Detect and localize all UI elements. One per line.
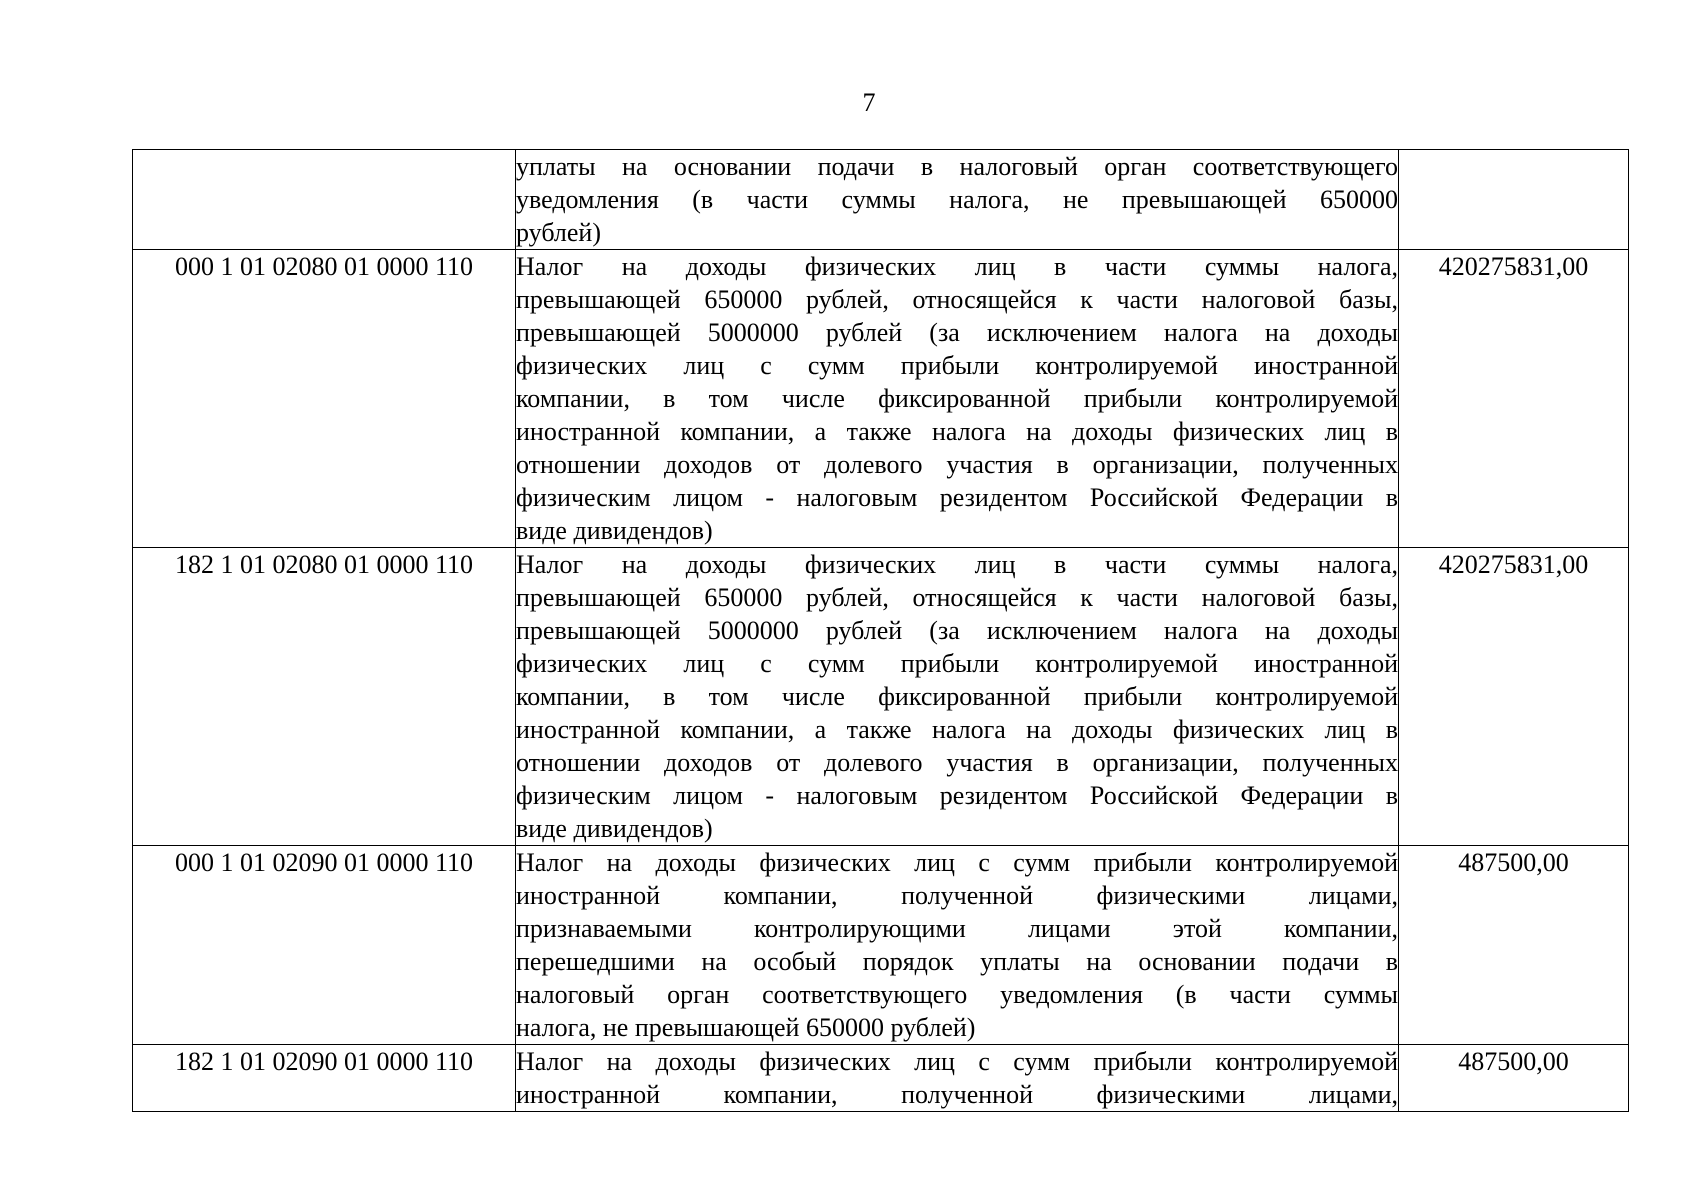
name-line: физическим лицом - налоговым резидентом Российской Федерации в xyxy=(516,483,1398,512)
name-line: налога, не превышающей 650000 рублей) xyxy=(516,1013,976,1042)
name-line: иностранной компании, а также налога на доходы физических лиц в xyxy=(516,417,1398,446)
name-line: Налог на доходы физических лиц в части суммы налога, xyxy=(516,550,1398,579)
table-row xyxy=(133,250,1629,548)
name-line: иностранной компании, полученной физическими лицами, xyxy=(516,1080,1398,1109)
code-cell: 000 1 01 02080 01 0000 110 xyxy=(133,250,516,548)
code-cell: 000 1 01 02090 01 0000 110 xyxy=(133,846,516,1045)
name-line: уведомления (в части суммы налога, не превышающей 650000 xyxy=(516,185,1398,214)
name-cell xyxy=(516,846,1399,1045)
name-line: иностранной компании, полученной физическими лицами, xyxy=(516,881,1398,910)
code-cell: 182 1 01 02090 01 0000 110 xyxy=(133,1045,516,1112)
budget-revenue-table xyxy=(132,149,1629,1112)
amount-cell: 487500,00 xyxy=(1399,846,1629,1045)
name-line: отношении доходов от долевого участия в организации, полученных xyxy=(516,748,1398,777)
name-line: уплаты на основании подачи в налоговый орган соответствующего xyxy=(516,152,1398,181)
name-line: налоговый орган соответствующего уведомления (в части суммы xyxy=(516,980,1398,1009)
table-row xyxy=(133,846,1629,1045)
name-line: физических лиц с сумм прибыли контролируемой иностранной xyxy=(516,351,1398,380)
name-line: виде дивидендов) xyxy=(516,516,713,545)
name-line: Налог на доходы физических лиц в части суммы налога, xyxy=(516,252,1398,281)
table-row xyxy=(133,1045,1629,1112)
page-number: 7 xyxy=(862,88,876,117)
name-line: компании, в том числе фиксированной прибыли контролируемой xyxy=(516,384,1398,413)
name-line: признаваемыми контролирующими лицами этой компании, xyxy=(516,914,1398,943)
name-line: иностранной компании, а также налога на доходы физических лиц в xyxy=(516,715,1398,744)
name-cell xyxy=(516,150,1399,250)
name-line: превышающей 5000000 рублей (за исключением налога на доходы xyxy=(516,318,1398,347)
name-line: физических лиц с сумм прибыли контролируемой иностранной xyxy=(516,649,1398,678)
code-cell xyxy=(133,150,516,250)
amount-cell: 487500,00 xyxy=(1399,1045,1629,1112)
name-line: отношении доходов от долевого участия в организации, полученных xyxy=(516,450,1398,479)
table-row xyxy=(133,548,1629,846)
name-line: Налог на доходы физических лиц с сумм прибыли контролируемой xyxy=(516,848,1398,877)
name-line: виде дивидендов) xyxy=(516,814,713,843)
name-line: превышающей 650000 рублей, относящейся к части налоговой базы, xyxy=(516,285,1398,314)
name-line: физическим лицом - налоговым резидентом Российской Федерации в xyxy=(516,781,1398,810)
amount-cell: 420275831,00 xyxy=(1399,250,1629,548)
name-cell xyxy=(516,548,1399,846)
amount-cell xyxy=(1399,150,1629,250)
name-cell xyxy=(516,250,1399,548)
name-line: рублей) xyxy=(516,218,601,247)
amount-cell: 420275831,00 xyxy=(1399,548,1629,846)
name-cell xyxy=(516,1045,1399,1112)
code-cell: 182 1 01 02080 01 0000 110 xyxy=(133,548,516,846)
name-line: перешедшими на особый порядок уплаты на основании подачи в xyxy=(516,947,1398,976)
name-line: превышающей 5000000 рублей (за исключением налога на доходы xyxy=(516,616,1398,645)
name-line: Налог на доходы физических лиц с сумм прибыли контролируемой xyxy=(516,1047,1398,1076)
table-row xyxy=(133,150,1629,250)
name-line: компании, в том числе фиксированной прибыли контролируемой xyxy=(516,682,1398,711)
name-line: превышающей 650000 рублей, относящейся к части налоговой базы, xyxy=(516,583,1398,612)
